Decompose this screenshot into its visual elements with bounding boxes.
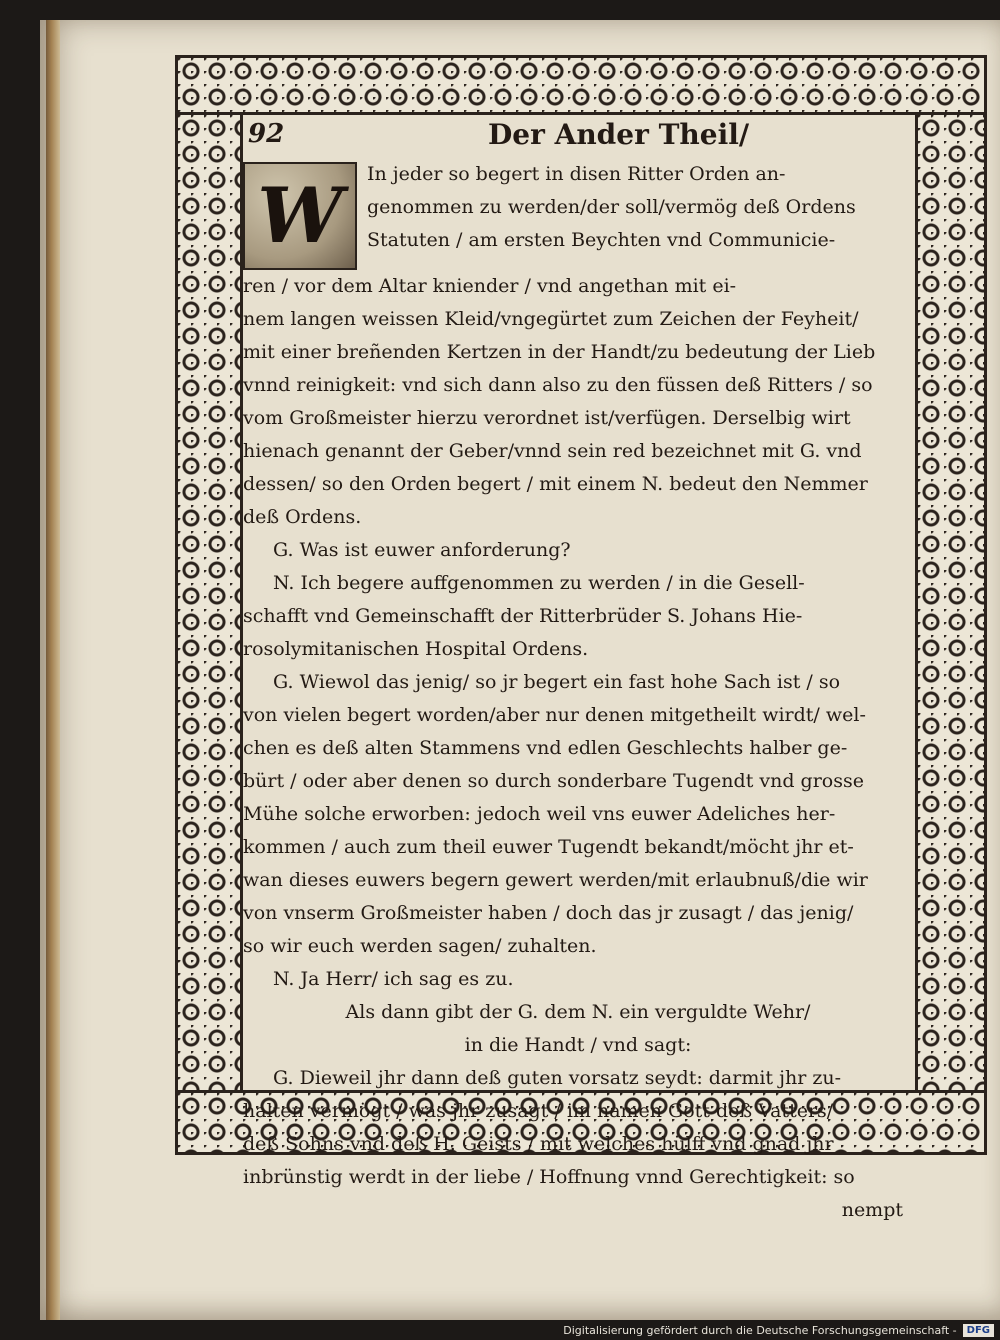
text-line: halten vermögt / was jhr zusagt / im namen Gott deß Vatters/ bbox=[243, 1100, 834, 1122]
text-line: G. Dieweil jhr dann deß guten vorsatz seydt: darmit jhr zu- bbox=[273, 1067, 842, 1089]
text-line: chen es deß alten Stammens vnd edlen Geschlechts halber ge- bbox=[243, 737, 848, 759]
text-line: von vnserm Großmeister haben / doch das jr zusagt / das jenig/ bbox=[243, 902, 854, 924]
text-line: deß Sohns vnd deß H. Geists / mit welches hülff vnd gnad jhr bbox=[243, 1133, 834, 1155]
text-line: so wir euch werden sagen/ zuhalten. bbox=[243, 935, 597, 957]
text-line: bürt / oder aber denen so durch sonderbare Tugendt vnd grosse bbox=[243, 770, 864, 792]
text-line: vom Großmeister hierzu verordnet ist/verfügen. Derselbig wirt bbox=[243, 407, 851, 429]
text-line: deß Ordens. bbox=[243, 506, 362, 528]
text-line-centered: in die Handt / vnd sagt: bbox=[464, 1034, 692, 1056]
text-block bbox=[243, 118, 913, 1221]
decorated-initial: W bbox=[243, 162, 357, 270]
running-title: Der Ander Theil/ bbox=[488, 118, 750, 151]
text-line: vnnd reinigkeit: vnd sich dann also zu den füssen deß Ritters / so bbox=[243, 374, 873, 396]
text-line: inbrünstig werdt in der liebe / Hoffnung vnnd Gerechtigkeit: so bbox=[243, 1166, 855, 1188]
ornament-border-top bbox=[175, 55, 987, 115]
text-line: mit einer breñenden Kertzen in der Handt/zu bedeutung der Lieb bbox=[243, 341, 876, 363]
text-line: G. Was ist euwer anforderung? bbox=[273, 539, 571, 561]
text-line: nem langen weissen Kleid/vngegürtet zum Zeichen der Feyheit/ bbox=[243, 308, 859, 330]
ornament-border-right bbox=[915, 115, 987, 1090]
page-binding-edge bbox=[46, 20, 60, 1320]
text-line: G. Wiewol das jenig/ so jr begert ein fast hohe Sach ist / so bbox=[273, 671, 841, 693]
text-line: N. Ja Herr/ ich sag es zu. bbox=[273, 968, 514, 990]
text-line: Statuten / am ersten Beychten vnd Communicie- bbox=[367, 229, 836, 251]
text-line: wan dieses euwers begern gewert werden/mit erlaubnuß/die wir bbox=[243, 869, 868, 891]
running-head bbox=[243, 118, 913, 154]
text-line: ren / vor dem Altar kniender / vnd angethan mit ei- bbox=[243, 275, 737, 297]
page-number: 92 bbox=[248, 119, 285, 149]
text-line: genommen zu werden/der soll/vermög deß Ordens bbox=[367, 196, 856, 218]
text-line: kommen / auch zum theil euwer Tugendt bekandt/möcht jhr et- bbox=[243, 836, 854, 858]
text-line: hienach genannt der Geber/vnnd sein red bezeichnet mit G. vnd bbox=[243, 440, 862, 462]
text-line-centered: Als dann gibt der G. dem N. ein verguldte Wehr/ bbox=[345, 1001, 811, 1023]
text-line: In jeder so begert in disen Ritter Orden an- bbox=[367, 163, 786, 185]
text-line: schafft vnd Gemeinschafft der Ritterbrüder S. Johans Hie- bbox=[243, 605, 803, 627]
text-line: rosolymitanischen Hospital Ordens. bbox=[243, 638, 589, 660]
catchword: nempt bbox=[841, 1199, 903, 1221]
text-line: Mühe solche erworben: jedoch weil vns euwer Adeliches her- bbox=[243, 803, 836, 825]
footer-bar bbox=[0, 1320, 1000, 1340]
text-line: N. Ich begere auffgenommen zu werden / in die Gesell- bbox=[273, 572, 805, 594]
dfg-logo: DFG bbox=[963, 1324, 994, 1337]
funding-notice: Digitalisierung gefördert durch die Deutsche Forschungsgemeinschaft - bbox=[563, 1323, 957, 1337]
text-line: von vielen begert worden/aber nur denen mitgetheilt wirdt/ wel- bbox=[243, 704, 866, 726]
text-line: dessen/ so den Orden begert / mit einem N. bedeut den Nemmer bbox=[243, 473, 868, 495]
ornament-border-left bbox=[175, 115, 243, 1090]
